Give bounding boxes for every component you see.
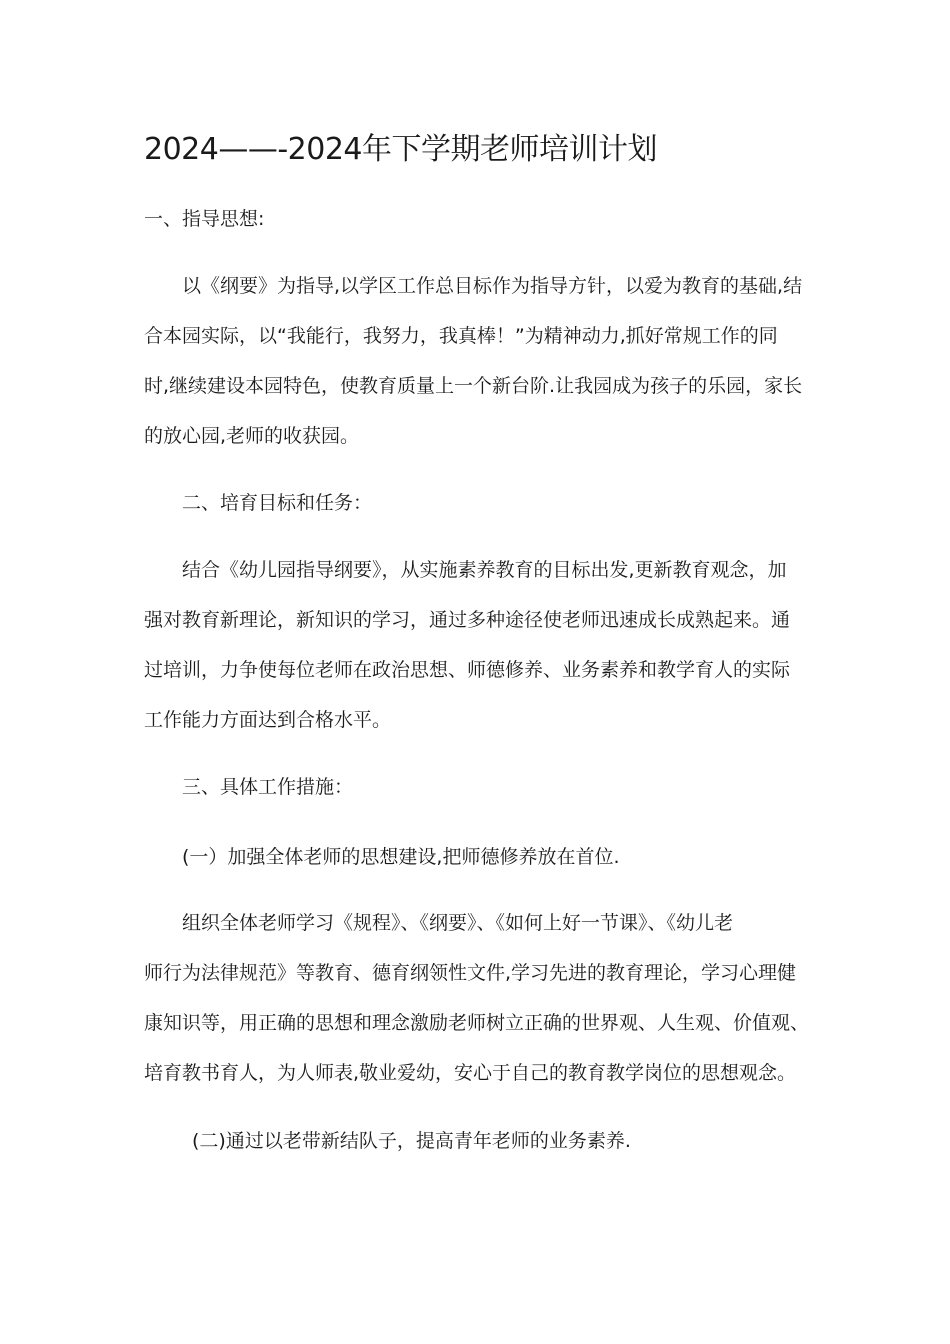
paragraph-line: 以《纲要》为指导,以学区工作总目标作为指导方针，以爱为教育的基础,结 — [182, 275, 803, 297]
section-heading-guiding-ideology: 一、指导思想: — [144, 208, 265, 230]
paragraph-guiding-ideology — [144, 261, 809, 461]
paragraph-line: 过培训，力争使每位老师在政治思想、师德修养、业务素养和教学育人的实际 — [144, 659, 791, 681]
paragraph-line: 培育教书育人，为人师表,敬业爱幼，安心于自己的教育教学岗位的思想观念。 — [144, 1062, 797, 1084]
paragraph-line: 的放心园,老师的收获园。 — [144, 425, 360, 447]
paragraph-line: 合本园实际，以“我能行，我努力，我真棒！”为精神动力,抓好常规工作的同 — [144, 325, 778, 347]
paragraph-line: 结合《幼儿园指导纲要》，从实施素养教育的目标出发,更新教育观念，加 — [182, 559, 787, 581]
paragraph-line: 组织全体老师学习《规程》、《纲要》、《如何上好一节课》、《幼儿老 — [182, 912, 734, 934]
subsection-heading-ideological-construction: (一）加强全体老师的思想建设,把师德修养放在首位. — [182, 846, 620, 868]
paragraph-line: 时,继续建设本园特色，使教育质量上一个新台阶.让我园成为孩子的乐园，家长 — [144, 375, 803, 397]
paragraph-line: 师行为法律规范》等教育、德育纲领性文件,学习先进的教育理论，学习心理健 — [144, 962, 797, 984]
paragraph-goals-and-tasks — [144, 545, 809, 745]
paragraph-line: 工作能力方面达到合格水平。 — [144, 709, 392, 731]
section-heading-specific-measures: 三、具体工作措施： — [182, 776, 354, 798]
document-title: 2024——-2024年下学期老师培训计划 — [144, 132, 658, 167]
section-heading-goals-and-tasks: 二、培育目标和任务： — [182, 492, 373, 514]
paragraph-line: 强对教育新理论，新知识的学习，通过多种途径使老师迅速成长成熟起来。通 — [144, 609, 791, 631]
paragraph-line: 康知识等，用正确的思想和理念激励老师树立正确的世界观、人生观、价值观、 — [144, 1012, 810, 1034]
paragraph-ideological-construction — [144, 898, 809, 1098]
subsection-heading-mentoring: (二)通过以老带新结队子，提高青年老师的业务素养. — [192, 1130, 631, 1152]
